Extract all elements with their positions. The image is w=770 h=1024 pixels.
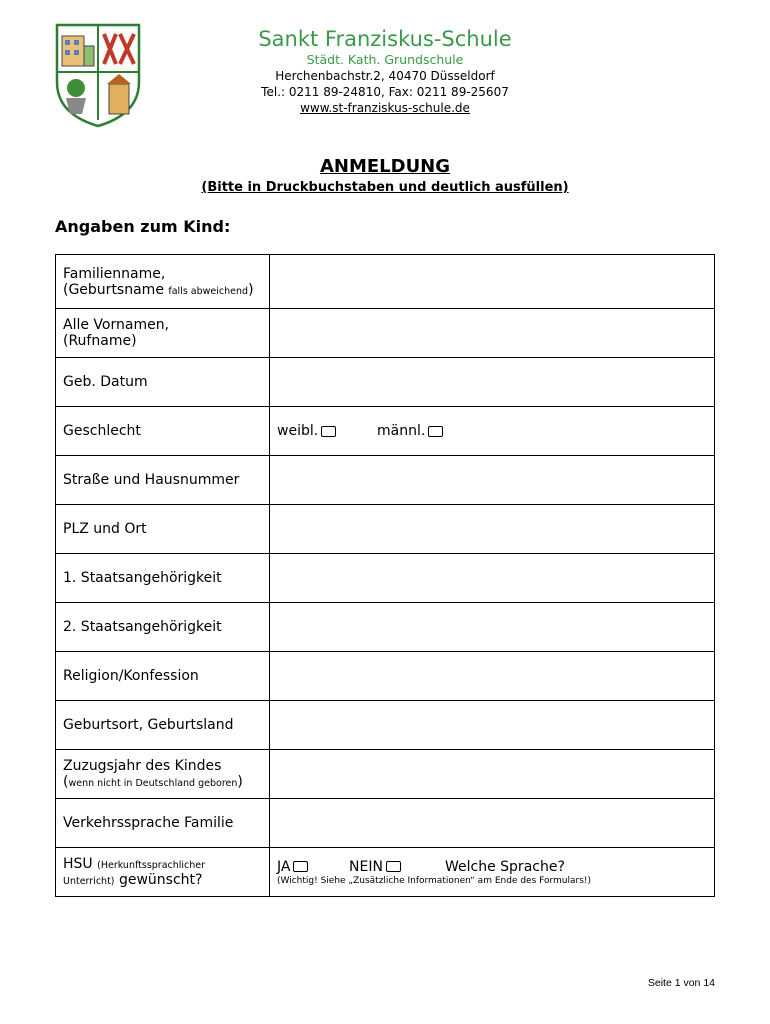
label-hsu: HSU (Herkunftssprachlicher Unterricht) gewünscht? [56,848,270,897]
table-row [56,750,715,799]
geschlecht-options [270,407,715,456]
table-row [56,701,715,750]
checkbox-weibl[interactable] [321,426,336,437]
input-vornamen[interactable] [270,309,715,358]
input-geburtsort[interactable] [270,701,715,750]
input-staat2[interactable] [270,603,715,652]
table-row [56,255,715,309]
option-nein-label: NEIN [349,858,383,875]
school-type: Städt. Kath. Grundschule [306,52,464,67]
input-familienname[interactable] [270,255,715,309]
form-subtitle: (Bitte in Druckbuchstaben und deutlich ausfüllen) [201,180,569,195]
hsu-options [270,848,715,897]
hsu-note: (Wichtig! Siehe „Zusätzliche Informationen“ am Ende des Formulars!) [277,875,592,886]
table-row [56,358,715,407]
school-address: Herchenbachstr.2, 40470 Düsseldorf [275,69,495,83]
school-logo [54,22,142,128]
label-geburtsdatum: Geb. Datum [56,358,270,407]
option-maennl-label: männl. [377,423,426,439]
input-geburtsdatum[interactable] [270,358,715,407]
label-zuzug: Zuzugsjahr des Kindes (wenn nicht in Deutschland geboren) [56,750,270,799]
page-number: Seite 1 von 14 [647,977,715,989]
label-staat1: 1. Staatsangehörigkeit [56,554,270,603]
label-staat2: 2. Staatsangehörigkeit [56,603,270,652]
table-row [56,456,715,505]
table-row [56,309,715,358]
label-geburtsort: Geburtsort, Geburtsland [56,701,270,750]
label-religion: Religion/Konfession [56,652,270,701]
table-row [56,554,715,603]
table-row [56,848,715,897]
input-sprache[interactable] [270,799,715,848]
label-familienname: Familienname, (Geburtsname falls abweichend) [56,255,270,309]
table-row [56,407,715,456]
checkbox-nein[interactable] [386,861,401,872]
table-row [56,603,715,652]
school-website-link[interactable]: www.st-franziskus-schule.de [300,101,470,115]
table-row [56,799,715,848]
school-header [230,26,540,116]
checkbox-maennl[interactable] [428,426,443,437]
registration-table [55,254,715,897]
option-ja-label: JA [277,858,291,875]
school-phone: Tel.: 0211 89-24810, Fax: 0211 89-25607 [261,85,509,99]
section-heading: Angaben zum Kind: [55,217,231,236]
table-row [56,505,715,554]
label-strasse: Straße und Hausnummer [56,456,270,505]
hsu-language-question: Welche Sprache? [445,858,565,875]
input-zuzug[interactable] [270,750,715,799]
option-weibl-label: weibl. [277,423,319,439]
input-strasse[interactable] [270,456,715,505]
label-plz: PLZ und Ort [56,505,270,554]
label-geschlecht: Geschlecht [56,407,270,456]
form-title: ANMELDUNG [319,156,451,177]
table-row [56,652,715,701]
input-religion[interactable] [270,652,715,701]
school-name: Sankt Franziskus-Schule [258,27,512,51]
label-sprache: Verkehrssprache Familie [56,799,270,848]
input-staat1[interactable] [270,554,715,603]
checkbox-ja[interactable] [293,861,308,872]
label-vornamen: Alle Vornamen, (Rufname) [56,309,270,358]
input-plz[interactable] [270,505,715,554]
